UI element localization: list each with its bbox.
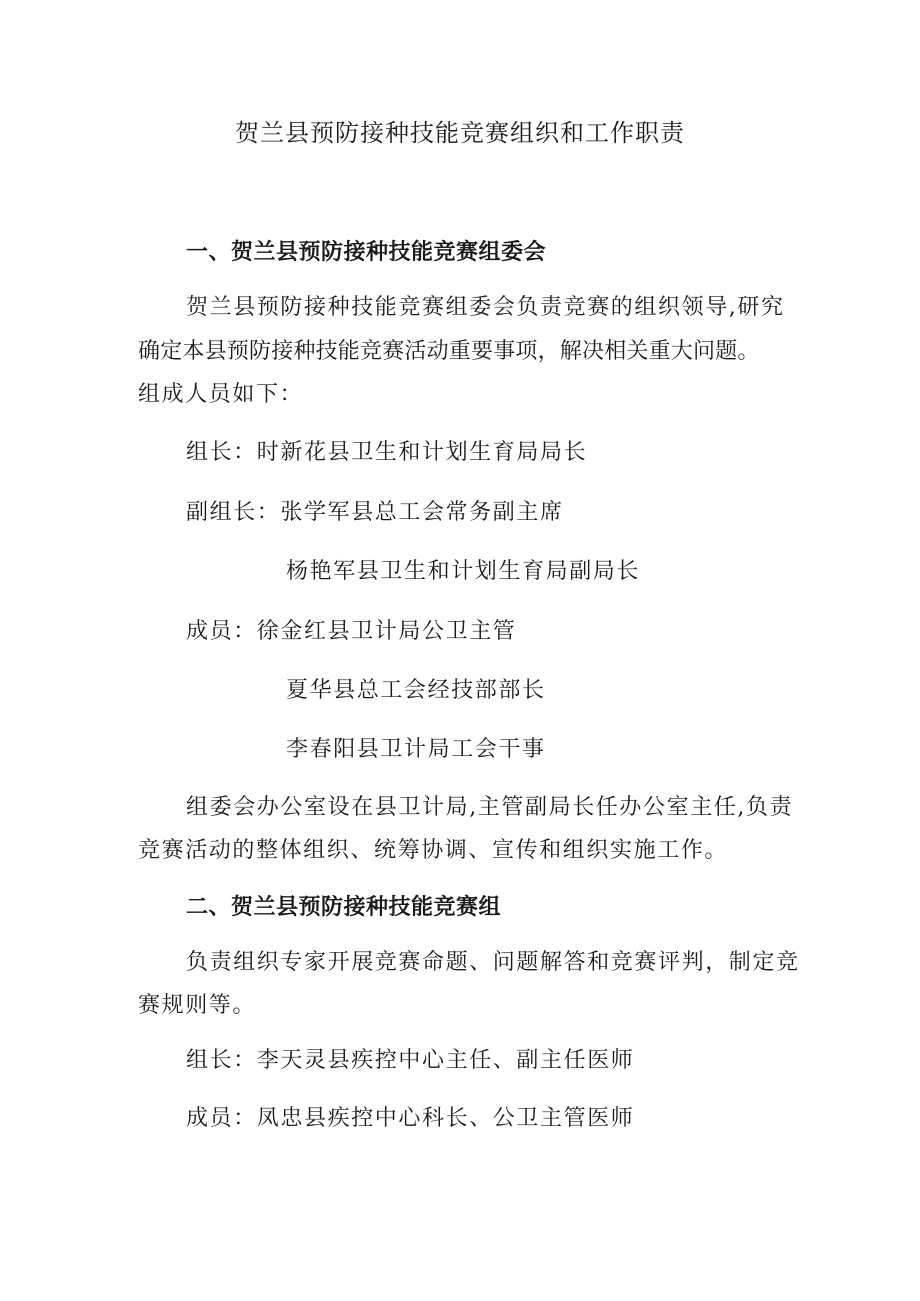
- section-1-paragraph-line-3: 组成人员如下：: [138, 382, 304, 407]
- member-entry: 成员：徐金红县卫计局公卫主管: [186, 619, 517, 644]
- section-2-paragraph-line-1: 负责组织专家开展竞赛命题、问题解答和竞赛评判，制定竞: [186, 950, 800, 975]
- section-1-paragraph-line-1: 贺兰县预防接种技能竞赛组委会负责竞赛的组织领导,研究: [186, 295, 785, 320]
- office-paragraph-line-1: 组委会办公室设在县卫计局,主管副局长任办公室主任,负责: [186, 795, 794, 820]
- section-2-member-entry: 成员：凤忠县疾控中心科长、公卫主管医师: [186, 1106, 635, 1131]
- member-entry-2: 夏华县总工会经技部部长: [286, 678, 546, 703]
- member-entry-3: 李春阳县卫计局工会干事: [286, 737, 546, 762]
- section-1-paragraph-line-2: 确定本县预防接种技能竞赛活动重要事项，解决相关重大问题。: [138, 339, 760, 364]
- deputy-leader-entry-2: 杨艳军县卫生和计划生育局副局长: [286, 559, 641, 584]
- section-2-paragraph-line-2: 赛规则等。: [138, 993, 257, 1018]
- section-1-heading: 一、贺兰县预防接种技能竞赛组委会: [186, 240, 547, 265]
- document-title: 贺兰县预防接种技能竞赛组织和工作职责: [235, 119, 685, 147]
- deputy-leader-entry: 副组长：张学军县总工会常务副主席: [186, 500, 564, 525]
- section-2-leader-entry: 组长：李天灵县疾控中心主任、副主任医师: [186, 1048, 635, 1073]
- leader-entry: 组长：时新花县卫生和计划生育局局长: [186, 440, 588, 465]
- office-paragraph-line-2: 竞赛活动的整体组织、统筹协调、宣传和组织实施工作。: [138, 838, 729, 863]
- section-2-heading: 二、贺兰县预防接种技能竞赛组: [186, 895, 502, 920]
